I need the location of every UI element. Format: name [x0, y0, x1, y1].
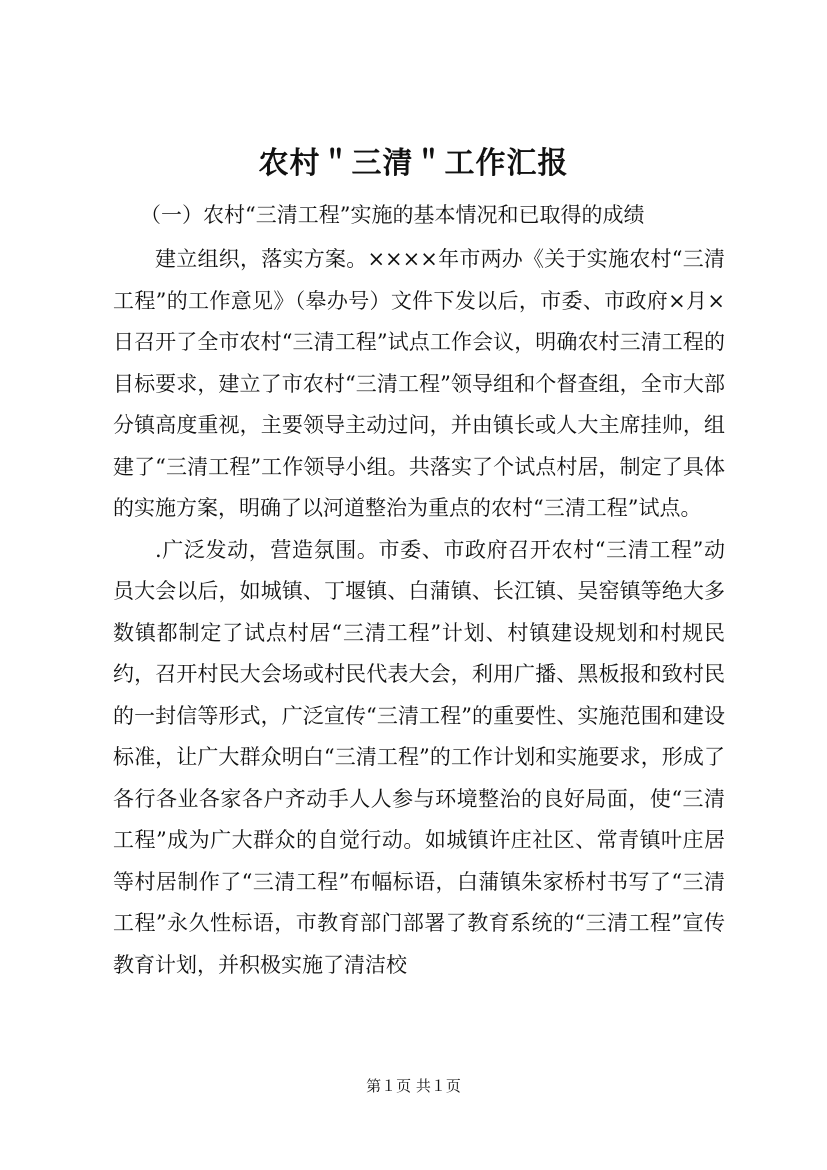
paragraph-mobilization: .广泛发动，营造氛围。市委、市政府召开农村“三清工程”动员大会以后，如城镇、丁堰镇、白蒲镇、长江镇、吴窑镇等绝大多数镇都制定了试点村居“三清工程”计划、村镇建设规划和村规民约，召开村民大会场或村民代表大会，利用广播、黑板报和致村民的一封信等形式，广泛宣传“三清工程”的重要性、实施范围和建设标准，让广大群众明白“三清工程”的工作计划和实施要求，形成了各行各业各家各户齐动手人人参与环境整治的良好局面，使“三清工程”成为广大群众的自觉行动。如城镇许庄社区、常青镇叶庄居等村居制作了“三清工程”布幅标语，白蒲镇朱家桥村书写了“三清工程”永久性标语，市教育部门部署了教育系统的“三清工程”宣传教育计划，并积极实施了清洁校: [113, 537, 725, 977]
section-heading: （一）农村“三清工程”实施的基本情况和已取得的成绩: [140, 203, 645, 227]
page-number-footer: 第１页 共１页: [366, 1077, 461, 1095]
document-body: [113, 239, 725, 986]
paragraph-organization: 建立组织，落实方案。××××年市两办《关于实施农村“三清工程”的工作意见》（皋办号）文件下发以后，市委、市政府×月×日召开了全市农村“三清工程”试点工作会议，明确农村三清工程的目标要求，建立了市农村“三清工程”领导组和个督查组，全市大部分镇高度重视，主要领导主动过问，并由镇长或人大主席挂帅，组建了“三清工程”工作领导小组。共落实了个试点村居，制定了具体的实施方案，明确了以河道整治为重点的农村“三清工程”试点。: [113, 247, 725, 520]
document-title: 农村＂三清＂工作汇报: [258, 146, 569, 181]
